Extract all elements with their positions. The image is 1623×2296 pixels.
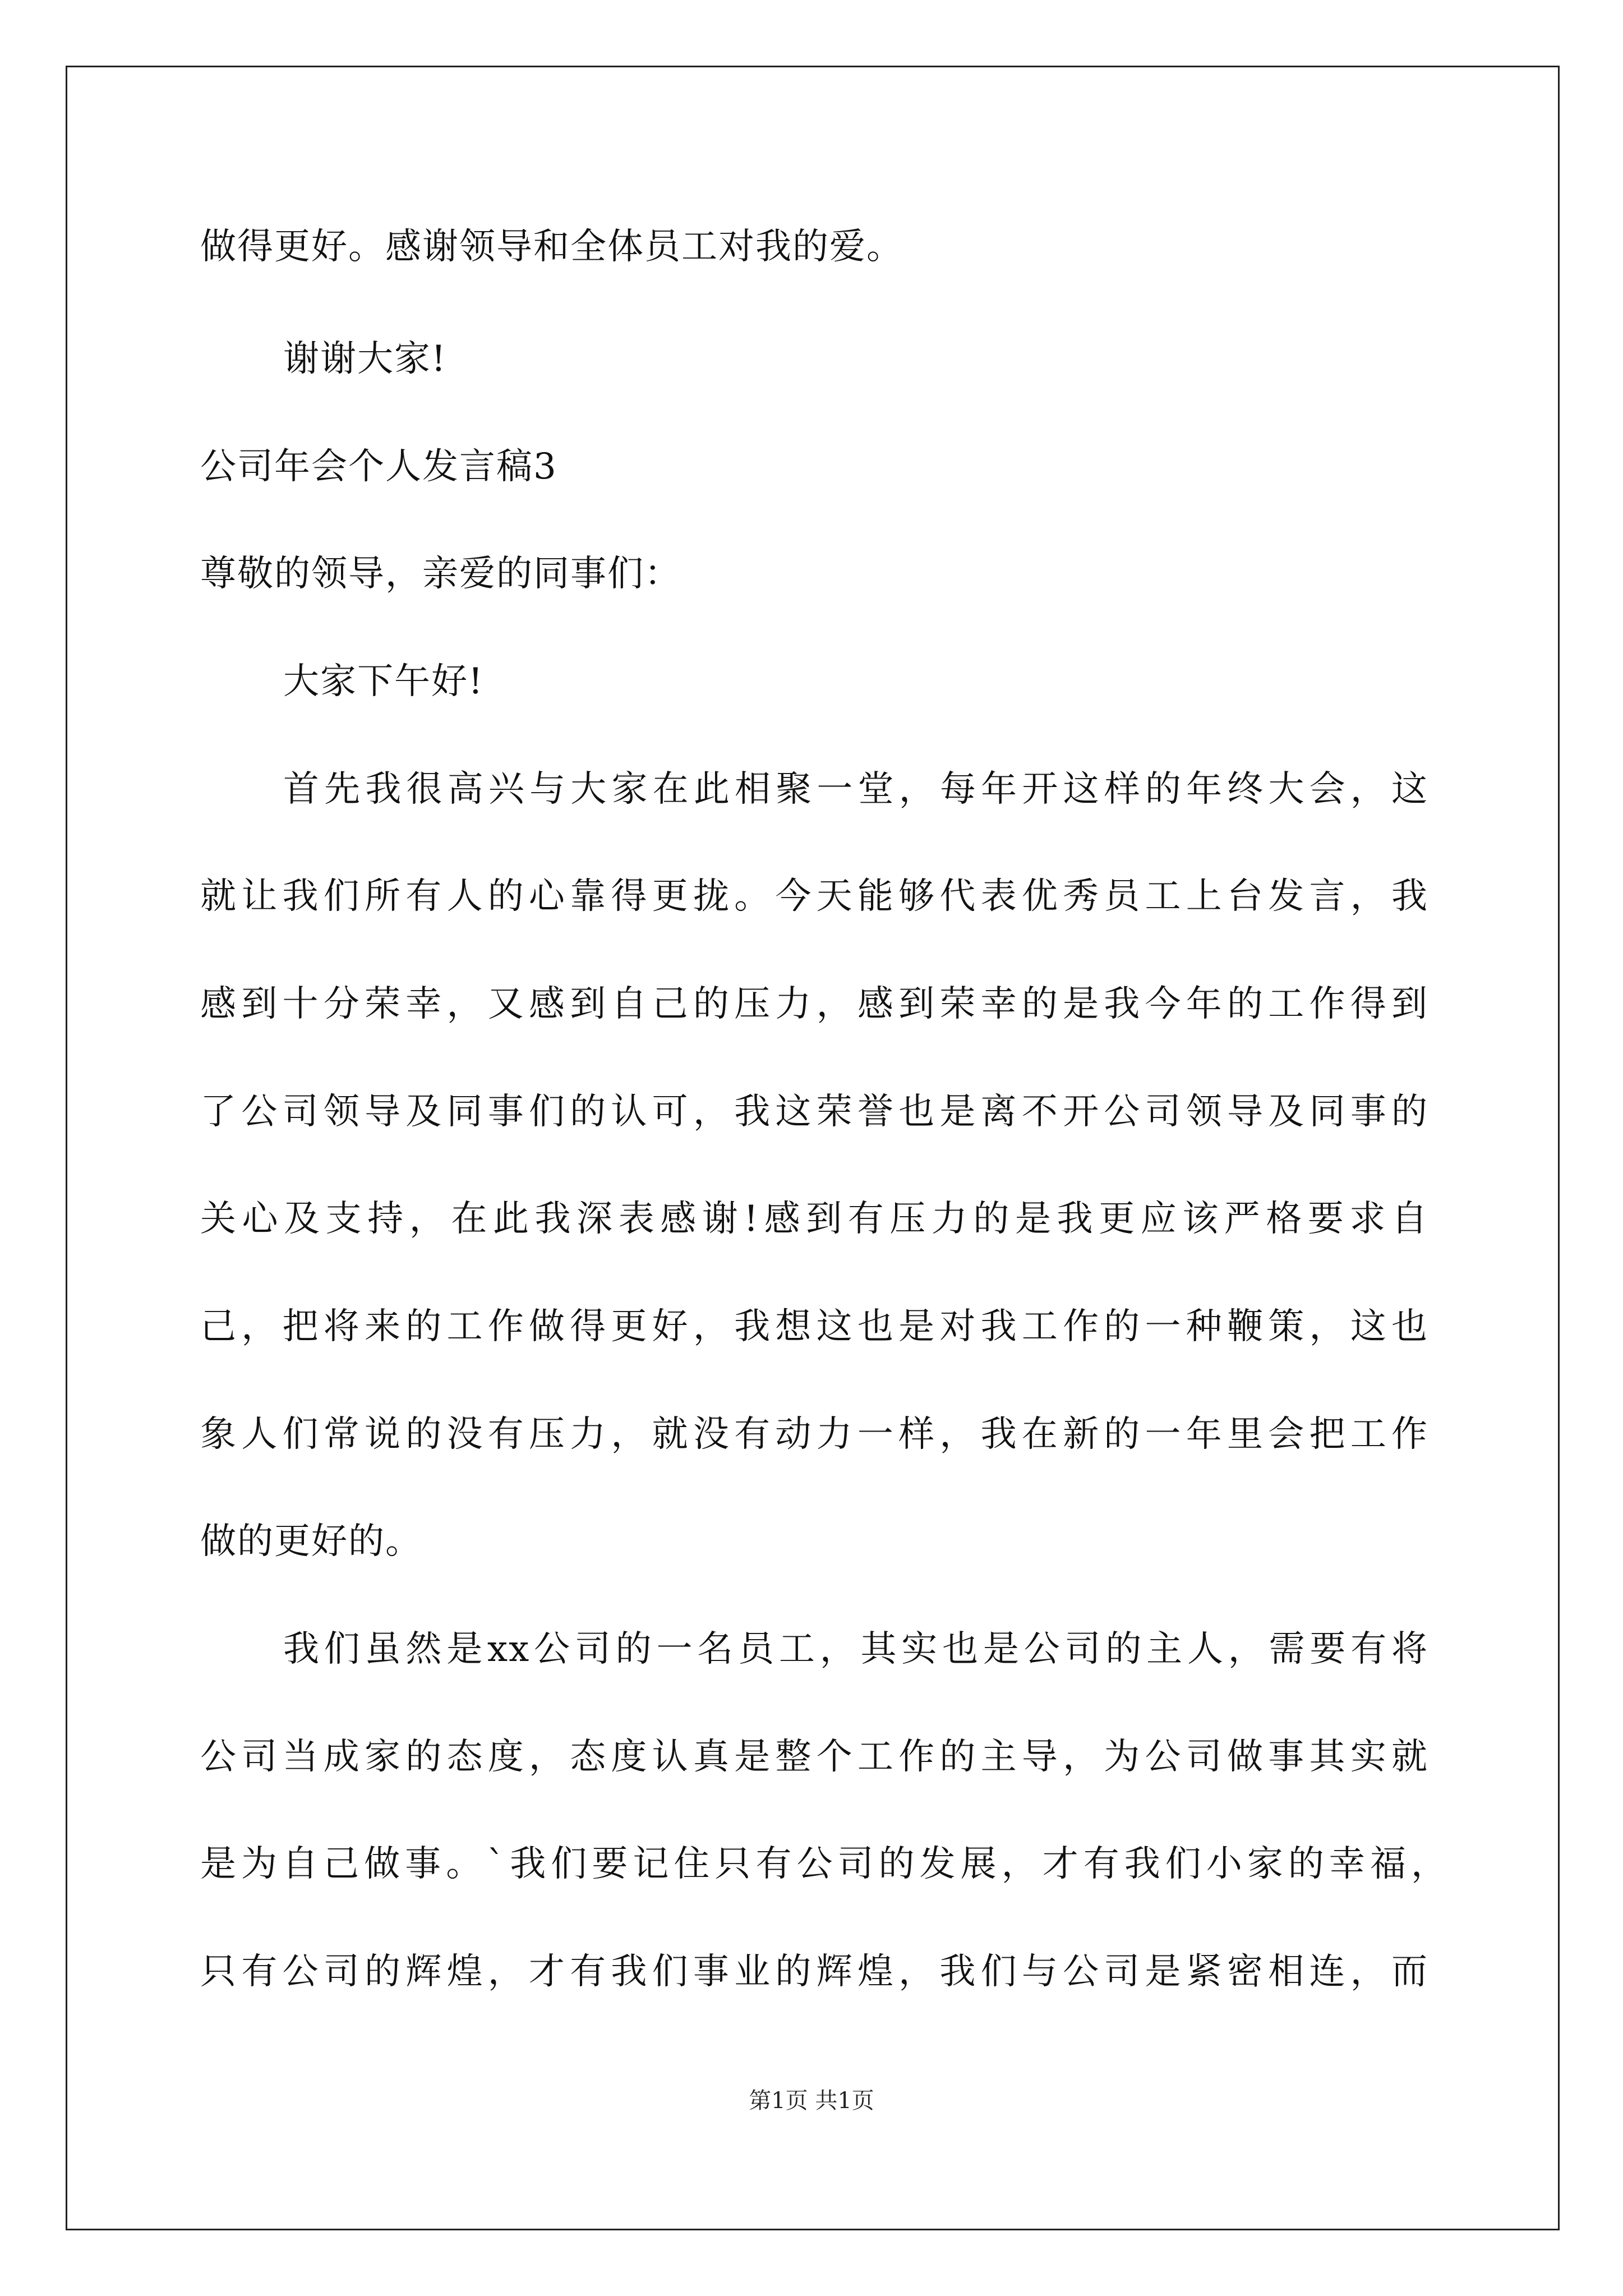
greeting: 大家下午好! — [283, 661, 484, 702]
paragraph-line: 己，把将来的工作做得更好，我想这也是对我工作的一种鞭策，这也 — [200, 1306, 1428, 1347]
section-title: 公司年会个人发言稿3 — [200, 446, 557, 487]
text-line: 做得更好。感谢领导和全体员工对我的爱。 — [200, 226, 903, 268]
page-border — [66, 66, 1560, 2230]
paragraph-line: 就让我们所有人的心靠得更拢。今天能够代表优秀员工上台发言，我 — [200, 876, 1428, 917]
paragraph-line: 关心及支持，在此我深表感谢!感到有压力的是我更应该严格要求自 — [200, 1198, 1428, 1240]
paragraph-line: 只有公司的辉煌，才有我们事业的辉煌，我们与公司是紧密相连，而 — [200, 1951, 1428, 1993]
page-footer: 第1页 共1页 — [749, 2088, 874, 2114]
paragraph-line: 公司当成家的态度，态度认真是整个工作的主导，为公司做事其实就 — [200, 1736, 1428, 1778]
text-line: 谢谢大家! — [283, 338, 447, 380]
paragraph-line: 是为自己做事。`我们要记住只有公司的发展，才有我们小家的幸福， — [200, 1843, 1448, 1885]
paragraph-line: 了公司领导及同事们的认可，我这荣誉也是离不开公司领导及同事的 — [200, 1091, 1428, 1133]
paragraph-line: 象人们常说的没有压力，就没有动力一样，我在新的一年里会把工作 — [200, 1414, 1428, 1455]
paragraph-line: 做的更好的。 — [200, 1521, 422, 1562]
paragraph-line: 感到十分荣幸，又感到自己的压力，感到荣幸的是我今年的工作得到 — [200, 983, 1428, 1025]
paragraph-line: 首先我很高兴与大家在此相聚一堂，每年开这样的年终大会，这 — [283, 769, 1428, 810]
salutation: 尊敬的领导，亲爱的同事们： — [200, 553, 681, 595]
paragraph-line: 我们虽然是xx公司的一名员工，其实也是公司的主人，需要有将 — [283, 1628, 1428, 1670]
